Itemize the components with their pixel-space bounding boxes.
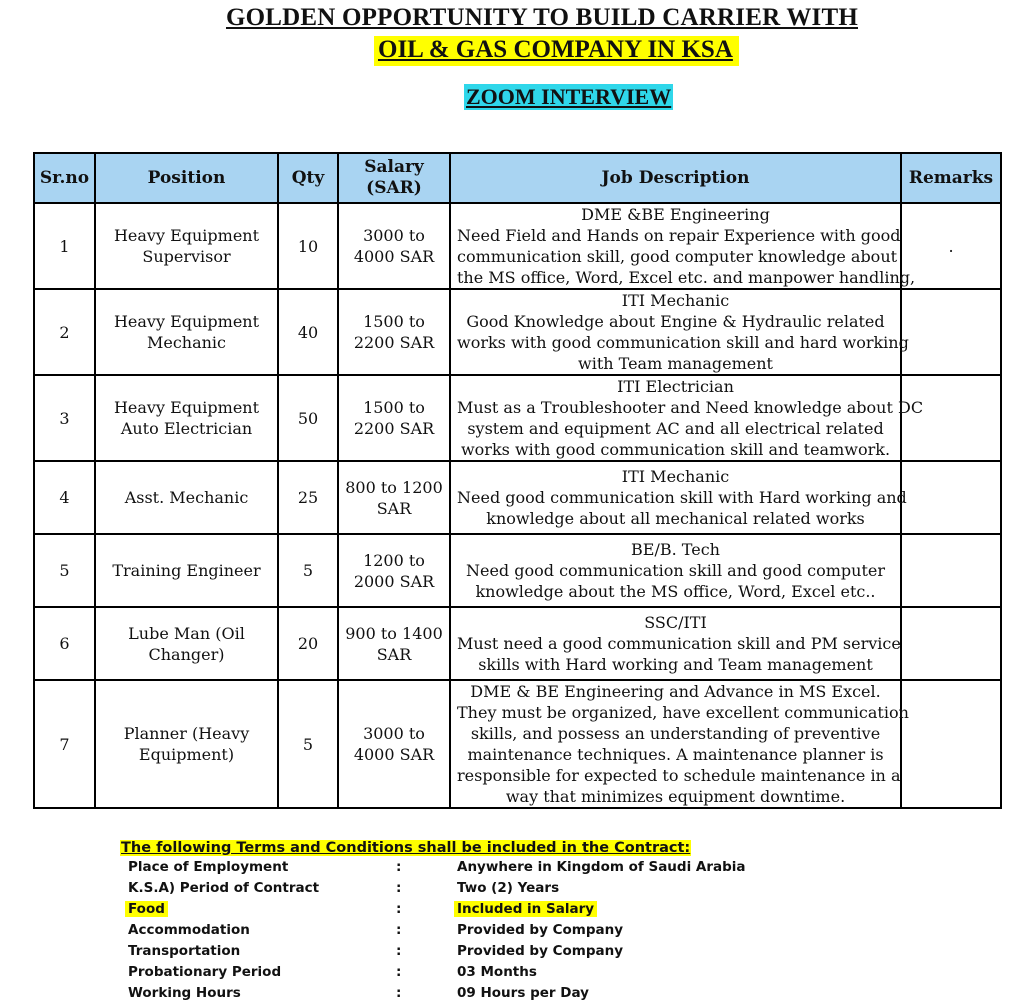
sr-cell: 3: [34, 375, 95, 461]
position-cell: Asst. Mechanic: [95, 461, 278, 534]
description-line: ITI Mechanic: [621, 467, 730, 486]
description-line: way that minimizes equipment downtime.: [505, 787, 846, 806]
term-value: Anywhere in Kingdom of Saudi Arabia: [457, 859, 746, 875]
term-value: 03 Months: [457, 964, 537, 980]
terms-heading: The following Terms and Conditions shall be included in the Contract:: [121, 840, 691, 856]
col-header-srno: Sr.no: [34, 153, 95, 203]
description-line: Must as a Troubleshooter and Need knowledge about DC: [457, 398, 924, 417]
qty-cell: 50: [278, 375, 338, 461]
col-header-description: Job Description: [450, 153, 901, 203]
remarks-cell: [901, 375, 1001, 461]
description-line: BE/B. Tech: [631, 540, 720, 559]
description-line: skills with Hard working and Team management: [478, 655, 873, 674]
description-line: Must need a good communication skill and PM service: [457, 634, 901, 653]
headline-line-1: GOLDEN OPPORTUNITY TO BUILD CARRIER WITH: [226, 4, 858, 31]
table-header-row: [34, 153, 1001, 203]
table-row: [34, 607, 1001, 680]
description-cell: [450, 375, 924, 461]
term-separator: :: [396, 964, 402, 980]
description-line: the MS office, Word, Excel etc. and manpower handling,: [457, 268, 916, 287]
description-line: works with good communication skill and teamwork.: [460, 440, 891, 459]
term-value: 09 Hours per Day: [457, 985, 589, 1001]
term-row: [120, 962, 820, 983]
description-line: Need Field and Hands on repair Experience with good: [457, 226, 901, 245]
term-label: K.S.A) Period of Contract: [128, 880, 320, 896]
remarks-cell: .: [901, 203, 1001, 289]
table-row: [34, 534, 1001, 607]
term-row: [120, 920, 820, 941]
term-label: Transportation: [128, 943, 241, 959]
term-row: [120, 899, 820, 920]
term-separator: :: [396, 985, 402, 1001]
term-separator: :: [396, 859, 402, 875]
table-row: [34, 461, 1001, 534]
qty-cell: 5: [278, 680, 338, 808]
job-openings-table: [33, 152, 1002, 809]
qty-cell: 20: [278, 607, 338, 680]
description-line: They must be organized, have excellent communication: [457, 703, 909, 722]
sr-cell: 1: [34, 203, 95, 289]
col-header-position: Position: [95, 153, 278, 203]
salary-cell: 3000 to 4000 SAR: [338, 680, 450, 808]
description-cell: [450, 203, 916, 289]
description-line: DME &BE Engineering: [581, 205, 770, 224]
description-cell: [450, 461, 907, 534]
qty-cell: 10: [278, 203, 338, 289]
description-line: Need good communication skill with Hard working and: [457, 488, 907, 507]
remarks-cell: [901, 534, 1001, 607]
term-separator: :: [396, 901, 402, 917]
description-line: communication skill, good computer knowledge about: [457, 247, 898, 266]
term-label: Probationary Period: [128, 964, 282, 980]
term-value: Two (2) Years: [457, 880, 560, 896]
position-cell: Heavy Equipment Auto Electrician: [95, 375, 278, 461]
description-line: Need good communication skill and good computer: [465, 561, 886, 580]
description-line: skills, and possess an understanding of preventive: [470, 724, 881, 743]
description-line: ITI Electrician: [617, 377, 734, 396]
table-row: [34, 680, 1001, 808]
description-line: ITI Mechanic: [621, 291, 730, 310]
sr-cell: 7: [34, 680, 95, 808]
description-line: maintenance techniques. A maintenance planner is: [467, 745, 884, 764]
term-row: [120, 941, 820, 962]
description-cell: [450, 534, 901, 607]
term-row: [120, 983, 820, 1004]
description-cell: [450, 680, 909, 808]
term-row: [120, 857, 820, 878]
position-cell: Lube Man (Oil Changer): [95, 607, 278, 680]
position-cell: Heavy Equipment Supervisor: [95, 203, 278, 289]
sr-cell: 4: [34, 461, 95, 534]
table-row: [34, 203, 1001, 289]
remarks-cell: [901, 289, 1001, 375]
description-line: Good Knowledge about Engine & Hydraulic related: [466, 312, 885, 331]
description-line: with Team management: [578, 354, 773, 373]
table-row: [34, 375, 1001, 461]
salary-cell: 1200 to 2000 SAR: [338, 534, 450, 607]
sr-cell: 2: [34, 289, 95, 375]
col-header-remarks: Remarks: [901, 153, 1001, 203]
description-line: responsible for expected to schedule maintenance in a: [457, 766, 901, 785]
remarks-cell: [901, 607, 1001, 680]
description-line: DME & BE Engineering and Advance in MS Excel.: [470, 682, 881, 701]
qty-cell: 40: [278, 289, 338, 375]
term-value: Provided by Company: [457, 943, 624, 959]
headline-line-2: OIL & GAS COMPANY IN KSA: [374, 36, 739, 66]
col-header-qty: Qty: [278, 153, 338, 203]
position-cell: Training Engineer: [95, 534, 278, 607]
salary-cell: 3000 to 4000 SAR: [338, 203, 450, 289]
qty-cell: 25: [278, 461, 338, 534]
term-value: Provided by Company: [457, 922, 624, 938]
term-separator: :: [396, 922, 402, 938]
terms-section: [120, 837, 820, 1004]
term-separator: :: [396, 880, 402, 896]
salary-cell: 800 to 1200 SAR: [338, 461, 450, 534]
remarks-cell: [901, 680, 1001, 808]
zoom-interview-label: ZOOM INTERVIEW: [466, 84, 672, 109]
term-label: Food: [125, 901, 168, 917]
description-cell: [450, 289, 909, 375]
qty-cell: 5: [278, 534, 338, 607]
term-label: Accommodation: [128, 922, 250, 938]
salary-cell: 1500 to 2200 SAR: [338, 375, 450, 461]
term-value: Included in Salary: [454, 901, 597, 917]
table-row: [34, 289, 1001, 375]
term-label: Working Hours: [128, 985, 241, 1001]
description-line: system and equipment AC and all electrical related: [467, 419, 884, 438]
col-header-salary: Salary (SAR): [338, 153, 450, 203]
position-cell: Heavy Equipment Mechanic: [95, 289, 278, 375]
term-label: Place of Employment: [128, 859, 289, 875]
sr-cell: 6: [34, 607, 95, 680]
description-line: works with good communication skill and hard working: [457, 333, 909, 352]
term-separator: :: [396, 943, 402, 959]
description-line: SSC/ITI: [644, 613, 707, 632]
term-row: [120, 878, 820, 899]
sr-cell: 5: [34, 534, 95, 607]
description-line: knowledge about all mechanical related works: [486, 509, 865, 528]
salary-cell: 900 to 1400 SAR: [338, 607, 450, 680]
remarks-cell: [901, 461, 1001, 534]
salary-cell: 1500 to 2200 SAR: [338, 289, 450, 375]
position-cell: Planner (Heavy Equipment): [95, 680, 278, 808]
description-line: knowledge about the MS office, Word, Excel etc..: [475, 582, 876, 601]
description-cell: [450, 607, 901, 680]
